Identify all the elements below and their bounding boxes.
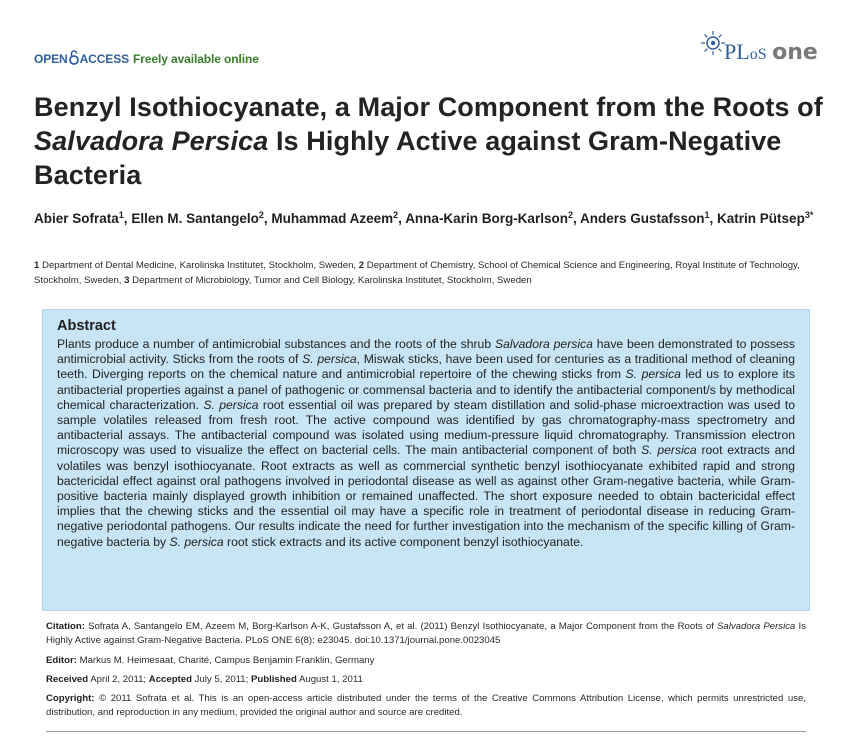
affiliation-text: Department of Chemistry, School of Chemical Science and Engineering, Royal Institute of Technology, Stockholm, Sweden,	[34, 260, 800, 286]
affiliation-number: 3	[124, 275, 130, 286]
author-list: Abier Sofrata$^1$, Ellen M. Santangelo$^2$, Muhammad Azeem$^2$, Anna-Karin Borg-Karlson$^2$, Anders Gustafsson$^1$, Katrin Pütsep$^{3*}$	[34, 210, 814, 226]
plos-wordmark-os: oS	[749, 46, 767, 63]
affiliation-text: Department of Dental Medicine, Karolinska Institutet, Stockholm, Sweden,	[39, 260, 359, 271]
title-species: Salvadora Persica	[34, 126, 269, 156]
author: Ellen M. Santangelo$^2$	[131, 210, 264, 226]
plos-one-logo	[700, 30, 820, 70]
freely-available-label: Freely available online	[133, 52, 259, 66]
title-part-2: Is Highly Active against Gram-Negative Bacteria	[34, 126, 782, 190]
author: Anna-Karin Borg-Karlson$^2$	[405, 210, 573, 226]
plos-one-wordmark	[724, 39, 818, 65]
editor: Editor: Markus M. Heimesaat, Charité, Campus Benjamin Franklin, Germany	[46, 655, 375, 666]
author: Katrin Pütsep$^{3*}$	[717, 210, 814, 226]
title-part-1: Benzyl Isothiocyanate, a Major Component from the Roots of	[34, 92, 823, 122]
plos-wordmark-one: one	[772, 40, 818, 65]
affiliation-number: 2	[358, 260, 365, 271]
journal-header	[34, 39, 820, 78]
author: Muhammad Azeem$^2$	[271, 210, 399, 226]
abstract-text: Plants produce a number of antimicrobial substances and the roots of the shrub Salvadora persica have been demonstrated to possess antimicrobial activity. Sticks from the roots of S. persica, Miswak sticks, have been used for centuries as a traditional method of cleaning teeth. Diverging reports on the chemical nature and antimicrobial repertoire of the chewing sticks from S. persica led us to explore its antibacterial properties against a panel of pathogenic or commensal bacteria and to identify the antibacterial component/s by methodical chemical characterization. S. persica root essential oil was prepared by steam distillation and solid-phase microextraction was used to sample volatiles released from fresh root. The active compound was identified by gas chromatography-mass spectrometry and antibacterial assays. The antibacterial compound was isolated using medium-pressure liquid chromatography. Transmission electron microscopy was used to visualize the effect on bacterial cells. The main antibacterial component of both S. persica root extracts and volatiles was benzyl isothiocyanate. Root extracts as well as commercial synthetic benzyl isothiocyanate exhibited rapid and strong bactericidal effect against oral pathogens involved in periodontal disease as well as against other Gram-negative bacteria, while Gram-positive bacteria mainly displayed growth inhibition or remained unaffected. The short exposure needed to obtain bactericidal effect implies that the chewing sticks and the essential oil may have a specific role in treatment of periodontal disease in reducing Gram-negative periodontal pathogens. Our results indicate the need for further investigation into the mechanism of the specific killing of Gram-negative bacteria by S. persica root stick extracts and its active component benzyl isothiocyanate.	[57, 337, 796, 549]
author: Abier Sofrata$^1$	[34, 210, 124, 226]
open-access-word-open: OPEN	[34, 52, 68, 66]
citation: Citation: Sofrata A, Santangelo EM, Azeem M, Borg-Karlson A-K, Gustafsson A, et al. (2011) Benzyl Isothiocyanate, a Major Component from the Roots of Salvadora Persica Is Highly Active against Gram-Negative Bacteria. PLoS ONE 6(8): e23045. doi:10.1371/journal.pone.0023045	[46, 621, 806, 646]
copyright: Copyright: © 2011 Sofrata et al. This is an open-access article distributed under the terms of the Creative Commons Attribution License, which permits unrestricted use, distribution, and reproduction in any medium, provided the original author and source are credited.	[46, 693, 806, 718]
publication-dates: Received April 2, 2011; Accepted July 5, 2011; Published August 1, 2011	[46, 674, 363, 685]
abstract-box	[42, 309, 810, 611]
open-access-badge	[34, 50, 259, 68]
open-access-lock-icon	[69, 50, 79, 68]
divider	[46, 731, 806, 732]
affiliations	[34, 258, 824, 288]
article-title	[34, 90, 824, 192]
affiliation-text: Department of Microbiology, Tumor and Cell Biology, Karolinska Institutet, Stockholm, Sweden	[129, 275, 532, 286]
plos-sun-icon	[700, 30, 726, 56]
author: Anders Gustafsson$^1$	[579, 210, 710, 226]
abstract-heading: Abstract	[57, 318, 116, 334]
plos-wordmark-pl: PL	[724, 39, 750, 64]
affiliation-number: 1	[34, 260, 40, 271]
open-access-word-access: ACCESS	[79, 52, 130, 66]
